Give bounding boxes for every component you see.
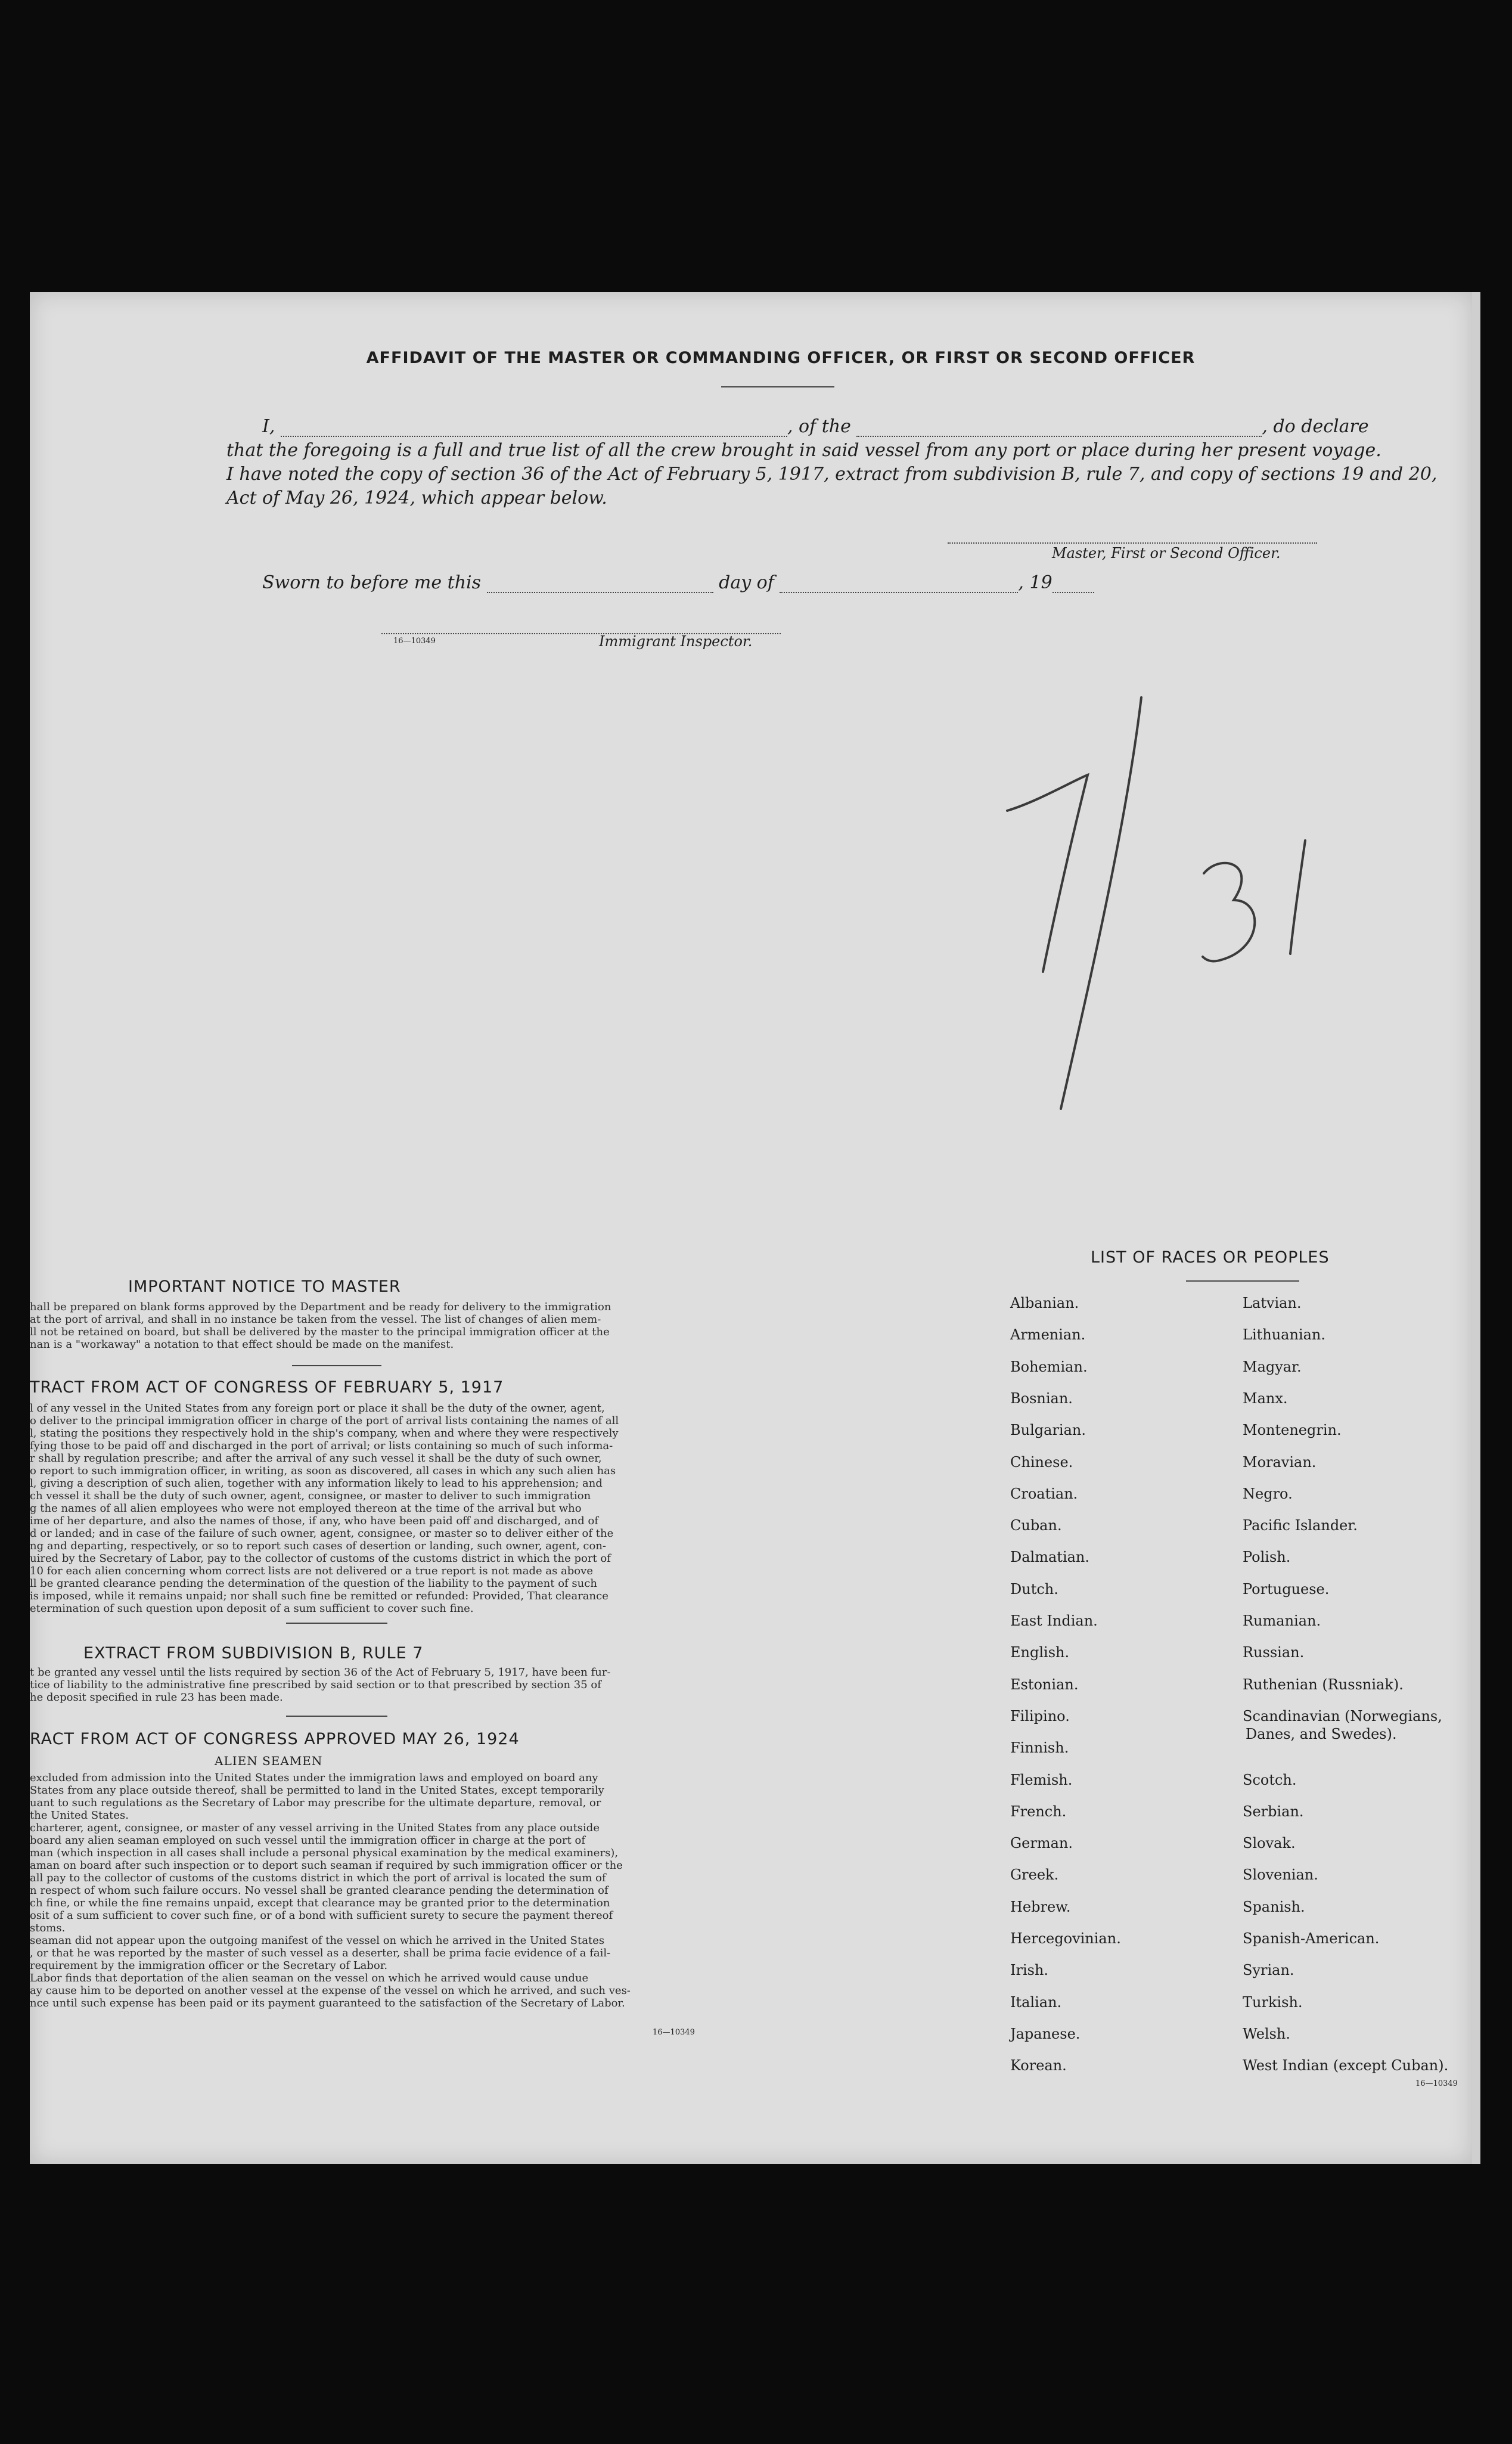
- race-item: Manx.: [1243, 1390, 1288, 1407]
- month-blank: [780, 579, 1018, 593]
- sworn-label: Sworn to before me this: [262, 572, 482, 593]
- race-item: Bulgarian.: [1010, 1422, 1086, 1439]
- i-label: I,: [262, 416, 275, 437]
- race-item: Polish.: [1243, 1549, 1291, 1566]
- race-item: Magyar.: [1243, 1358, 1302, 1375]
- title-divider: [721, 386, 834, 387]
- race-item: Spanish.: [1243, 1898, 1305, 1915]
- race-item: English.: [1010, 1644, 1070, 1661]
- race-item: Estonian.: [1010, 1676, 1079, 1693]
- race-item: Lithuanian.: [1243, 1326, 1326, 1344]
- race-item: East Indian.: [1010, 1612, 1098, 1629]
- do-declare-label: , do declare: [1262, 416, 1369, 437]
- race-item: Portuguese.: [1243, 1580, 1330, 1598]
- day-of-label: day of: [719, 572, 774, 593]
- name-blank: [281, 423, 787, 437]
- affidavit-title: AFFIDAVIT OF THE MASTER OR COMMANDING OFFICER, OR FIRST OR SECOND OFFICER: [366, 349, 1196, 367]
- form-sheet: [30, 292, 1472, 2164]
- race-item: German.: [1010, 1835, 1073, 1852]
- race-item: Italian.: [1010, 1993, 1062, 2011]
- act-1917-body: l of any vessel in the United States from any foreign port or place it shall be the duty of the owner, agent, o deliver to the principal immigration officer in charge of the port of arrival lists containing the names of all l, stating the positions they respectively hold in the ship's company, when and where they were respectively fying those to be paid off and discharged in the port of arrival; or lists containing so much of such informa- r shall by regulation prescribe; and after the arrival of any such vessel it shall be the duty of such owner, o report to such immigration officer, in writing, as soon as discovered, all cases in which any such alien has l, giving a description of such alien, together with any information likely to lead to his apprehension; and ch vessel it shall be the duty of such owner, agent, consignee, or master to deliver to such immigration g the names of all alien employees who were not employed thereon at the time of the arrival but who ime of her departure, and also the names of those, if any, who have been paid off and discharged, and of d or landed; and in case of the failure of such owner, agent, consignee, or master so to deliver either of the ng and departing, respectively, or so to report such cases of desertion or landing, such owner, agent, con- uired by the Secretary of Labor, pay to the collector of customs of the customs district in which the port of 10 for each alien concerning whom correct lists are not delivered or a true report is not made as above ll be granted clearance pending the determination of the question of the liability to the payment of such is imposed, while it remains unpaid; nor shall such fine be remitted or refunded: Provided, That clearance etermination of such question upon deposit of a sum sufficient to cover such fine.: [30, 1402, 619, 1615]
- race-item: Welsh.: [1243, 2025, 1290, 2042]
- race-item: Dutch.: [1010, 1580, 1058, 1598]
- race-item: Greek.: [1010, 1866, 1059, 1884]
- race-item: Pacific Islander.: [1243, 1517, 1358, 1534]
- race-item: Albanian.: [1010, 1295, 1079, 1311]
- declaration-line-4: Act of May 26, 1924, which appear below.: [226, 488, 607, 508]
- race-item: Serbian.: [1243, 1803, 1304, 1820]
- race-item: Irish.: [1010, 1962, 1049, 1979]
- race-item: Moravian.: [1243, 1453, 1317, 1471]
- notice-body: hall be prepared on blank forms approved by the Department and be ready for delivery to the immigration at the port of arrival, and shall in no instance be taken from the vessel. The list of changes of alien mem- ll not be retained on board, but shall be delivered by the master to the principal immigration officer at the nan is a "workaway" a notation to that effect should be made on the manifest.: [30, 1301, 611, 1351]
- declaration-line-2: that the foregoing is a full and true list of all the crew brought in said vessel from any port or place during her present voyage.: [226, 440, 1381, 461]
- race-item: Flemish.: [1010, 1771, 1073, 1788]
- act-1924-heading: RACT FROM ACT OF CONGRESS APPROVED MAY 26, 1924: [30, 1730, 520, 1748]
- act-1917-divider: [286, 1623, 387, 1624]
- race-item: Finnish.: [1010, 1739, 1069, 1757]
- handwritten-date-mark: [983, 691, 1401, 1121]
- declaration-line-1: [262, 416, 1369, 437]
- race-item: Negro.: [1243, 1485, 1293, 1502]
- race-item: Hercegovinian.: [1010, 1930, 1121, 1947]
- master-signature-line: [948, 542, 1317, 544]
- race-item: Cuban.: [1010, 1517, 1062, 1534]
- notice-heading: IMPORTANT NOTICE TO MASTER: [128, 1277, 401, 1296]
- race-item: Armenian.: [1010, 1326, 1086, 1344]
- race-item: Korean.: [1010, 2057, 1067, 2074]
- race-item: Bohemian.: [1010, 1358, 1088, 1375]
- race-item: Slovak.: [1243, 1835, 1296, 1852]
- race-item: Latvian.: [1243, 1295, 1302, 1311]
- master-label: Master, First or Second Officer.: [1052, 545, 1281, 562]
- affidavit-form-number: 16—10349: [393, 637, 436, 646]
- race-item: Russian.: [1243, 1644, 1305, 1661]
- declaration-line-3: I have noted the copy of section 36 of the Act of February 5, 1917, extract from subdivision B, rule 7, and copy of sections 19 and 20,: [226, 464, 1438, 485]
- race-item: Slovenian.: [1243, 1866, 1318, 1884]
- races-heading: LIST OF RACES OR PEOPLES: [1091, 1248, 1330, 1267]
- race-item: Danes, and Swedes).: [1246, 1725, 1397, 1742]
- races-form-number: 16—10349: [1415, 2079, 1458, 2088]
- race-item: French.: [1010, 1803, 1067, 1820]
- race-item: Turkish.: [1243, 1993, 1303, 2011]
- race-item: Hebrew.: [1010, 1898, 1071, 1915]
- race-item: Syrian.: [1243, 1962, 1294, 1979]
- act-1917-heading: TRACT FROM ACT OF CONGRESS OF FEBRUARY 5, 1917: [30, 1378, 504, 1397]
- races-divider: [1186, 1280, 1299, 1282]
- subdiv-b-body: t be granted any vessel until the lists required by section 36 of the Act of February 5, 1917, have been fur- tice of liability to the administrative fine prescribed by said section or to that prescribed by section 35 of he deposit specified in rule 23 has been made.: [30, 1666, 611, 1704]
- race-item: Dalmatian.: [1010, 1549, 1090, 1566]
- race-item: Chinese.: [1010, 1453, 1073, 1471]
- race-item: Croatian.: [1010, 1485, 1078, 1502]
- race-item: Rumanian.: [1243, 1612, 1321, 1629]
- act-1924-body: excluded from admission into the United States under the immigration laws and employed on board any States from any place outside thereof, shall be permitted to land in the United States, except temporarily uant to such regulations as the Secretary of Labor may prescribe for the ultimate departure, removal, or the United States. charterer, agent, consignee, or master of any vessel arriving in the United States from any place outside board any alien seaman employed on such vessel until the immigration officer in charge at the port of man (which inspection in all cases shall include a personal physical examination by the medical examiners), aman on board after such inspection or to deport such seaman if required by such immigration officer or the all pay to the collector of customs of the customs district in which the port of arrival is located the sum of n respect of whom such failure occurs. No vessel shall be granted clearance pending the determination of ch fine, or while the fine remains unpaid, except that clearance may be granted prior to the determination osit of a sum sufficient to cover such fine, or of a bond with sufficient surety to secure the payment thereof stoms. seaman did not appear upon the outgoing manifest of the vessel on which he arrived in the United States , or that he was reported by the master of such vessel as a deserter, shall be prima facie evidence of a fail- requirement by the immigration officer or the Secretary of Labor. Labor finds that deportation of the alien seaman on the vessel on which he arrived would cause undue ay cause him to be deported on another vessel at the expense of the vessel on which he arrived, and such ves- nce until such expense has been paid or its payment guaranteed to the satisfaction of the Secretary of Labor.: [30, 1772, 631, 2009]
- vessel-blank: [856, 423, 1262, 437]
- act-1924-form-number: 16—10349: [653, 2028, 695, 2037]
- year-blank: [1052, 579, 1094, 593]
- sworn-line: [262, 572, 1094, 593]
- race-item: West Indian (except Cuban).: [1243, 2057, 1449, 2074]
- sheet-edge: [1472, 292, 1480, 2164]
- alien-seamen-subheading: ALIEN SEAMEN: [215, 1754, 323, 1768]
- race-item: Ruthenian (Russniak).: [1243, 1676, 1404, 1693]
- race-item: Japanese.: [1010, 2025, 1081, 2042]
- race-item: Montenegrin.: [1243, 1422, 1342, 1439]
- race-item: Filipino.: [1010, 1707, 1070, 1725]
- race-item: Scandinavian (Norwegians,: [1243, 1707, 1442, 1725]
- subdiv-b-divider: [286, 1716, 387, 1717]
- day-blank: [487, 579, 713, 593]
- race-item: Bosnian.: [1010, 1390, 1073, 1407]
- subdiv-b-heading: EXTRACT FROM SUBDIVISION B, RULE 7: [83, 1644, 424, 1663]
- of-the-label: , of the: [787, 416, 851, 437]
- year-label: , 19: [1018, 572, 1052, 593]
- race-item: Spanish-American.: [1243, 1930, 1380, 1947]
- inspector-label: Immigrant Inspector.: [599, 633, 753, 650]
- race-item: Scotch.: [1243, 1771, 1297, 1788]
- notice-divider: [292, 1365, 381, 1366]
